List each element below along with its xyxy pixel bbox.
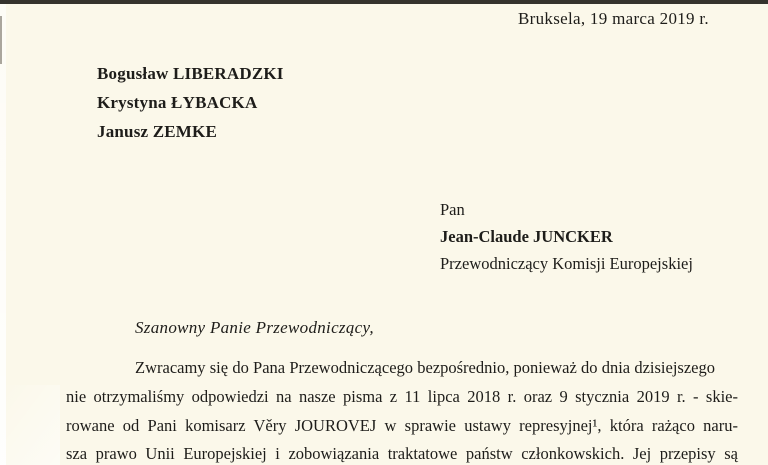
letter-body: [66, 358, 738, 465]
body-line-2: nie otrzymaliśmy odpowiedzi na nasze pisma z 11 lipca 2018 r. oraz 9 stycznia 2019 r. - skie-: [66, 386, 738, 406]
body-line-3: rowane od Pani komisarz Věry JOUROVEJ w sprawie ustawy represyjnej¹, która rażąco naru-: [66, 415, 738, 435]
body-line-1: Zwracamy się do Pana Przewodniczącego bezpośrednio, ponieważ do dnia dzisiejszego: [135, 358, 715, 377]
sender-name-3: Janusz ZEMKE: [97, 122, 218, 141]
sender-block: [97, 59, 284, 146]
body-line-4: sza prawo Unii Europejskiej i zobowiązania traktatowe państw członkowskich. Jej przepisy są: [66, 444, 738, 464]
letter-greeting: Szanowny Panie Przewodniczący,: [135, 318, 374, 337]
sender-name-2: Krystyna ŁYBACKA: [97, 93, 258, 112]
letter-dateline: Bruksela, 19 marca 2019 r.: [518, 9, 709, 28]
recipient-prefix: Pan: [440, 200, 465, 219]
recipient-title: Przewodniczący Komisji Europejskiej: [440, 254, 693, 273]
recipient-name: Jean-Claude JUNCKER: [440, 227, 613, 246]
scan-artifact-top-band: [0, 0, 768, 4]
recipient-block: [440, 196, 693, 277]
scan-artifact-bottom-light: [0, 385, 60, 465]
sender-name-1: Bogusław LIBERADZKI: [97, 64, 284, 83]
scan-artifact-left-mark: [0, 16, 2, 64]
